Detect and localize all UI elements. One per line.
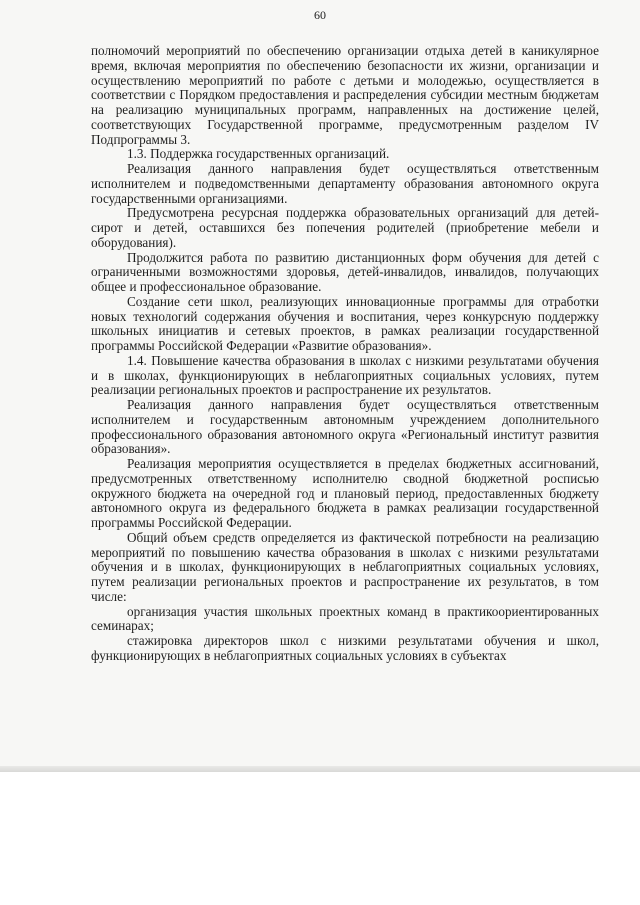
paragraph: Общий объем средств определяется из фактической потребности на реализацию мероприятий по повышению качества образования в школах с низкими результатами обучения и в школах, функционирующих в неблагоприятных социальных условиях, путем реализации региональных проектов и распространение их результатов, в том числе:	[91, 529, 599, 604]
paragraph: Создание сети школ, реализующих инновационные программы для отработки новых технологий содержания обучения и воспитания, через конкурсную поддержку школьных инициатив и сетевых проектов, в рамках реализации государственной программы Российской Федерации «Развитие образования».	[91, 293, 599, 353]
document-body	[91, 44, 599, 664]
paragraph: Реализация мероприятия осуществляется в пределах бюджетных ассигнований, предусмотренных ответственному исполнителю сводной бюджетной росписью окружного бюджета на очередной год и плановый период, предоставленных бюджету автономного округа из федерального бюджета в рамках реализации государственной программы Российской Федерации.	[91, 456, 599, 530]
paragraph-continuation: полномочий мероприятий по обеспечению организации отдыха детей в каникулярное время, включая мероприятия по обеспечению безопасности их жизни, организации и осуществлению мероприятий по работе с детьми и молодежью, осуществляется в соответствии с Порядком предоставления и распределения субсидии местным бюджетам на реализацию муниципальных программ, направленных на достижение целей, соответствующих Государственной программе, предусмотренным разделом IV Подпрограммы 3.	[91, 43, 599, 147]
list-item: стажировка директоров школ с низкими результатами обучения и школ, функционирующих в неблагоприятных социальных условиях в субъектах	[91, 633, 599, 663]
page-number: 60	[314, 8, 326, 22]
paragraph: Продолжится работа по развитию дистанционных форм обучения для детей с ограниченными возможностями здоровья, детей-инвалидов, инвалидов, получающих общее и профессиональное образование.	[91, 249, 599, 294]
section-heading-1-4: 1.4. Повышение качества образования в школах с низкими результатами обучения и в школах, функционирующих в неблагоприятных социальных условиях, путем реализации региональных проектов и распространение их результатов.	[91, 352, 599, 398]
paragraph: Реализация данного направления будет осуществляться ответственным исполнителем и государственным автономным учреждением дополнительного профессионального образования автономного округа «Региональный институт развития образования».	[91, 397, 599, 457]
section-heading-1-3: 1.3. Поддержка государственных организаций.	[127, 146, 390, 162]
list-item: организация участия школьных проектных команд в практикоориентированных семинарах;	[91, 603, 599, 634]
paragraph: Предусмотрена ресурсная поддержка образовательных организаций для детей-сирот и детей, оставшихся без попечения родителей (приобретение мебели и оборудования).	[91, 205, 599, 250]
paragraph: Реализация данного направления будет осуществляться ответственным исполнителем и подведомственными департаменту образования автономного округа государственными организациями.	[91, 161, 599, 206]
scan-bottom-edge	[0, 766, 640, 772]
